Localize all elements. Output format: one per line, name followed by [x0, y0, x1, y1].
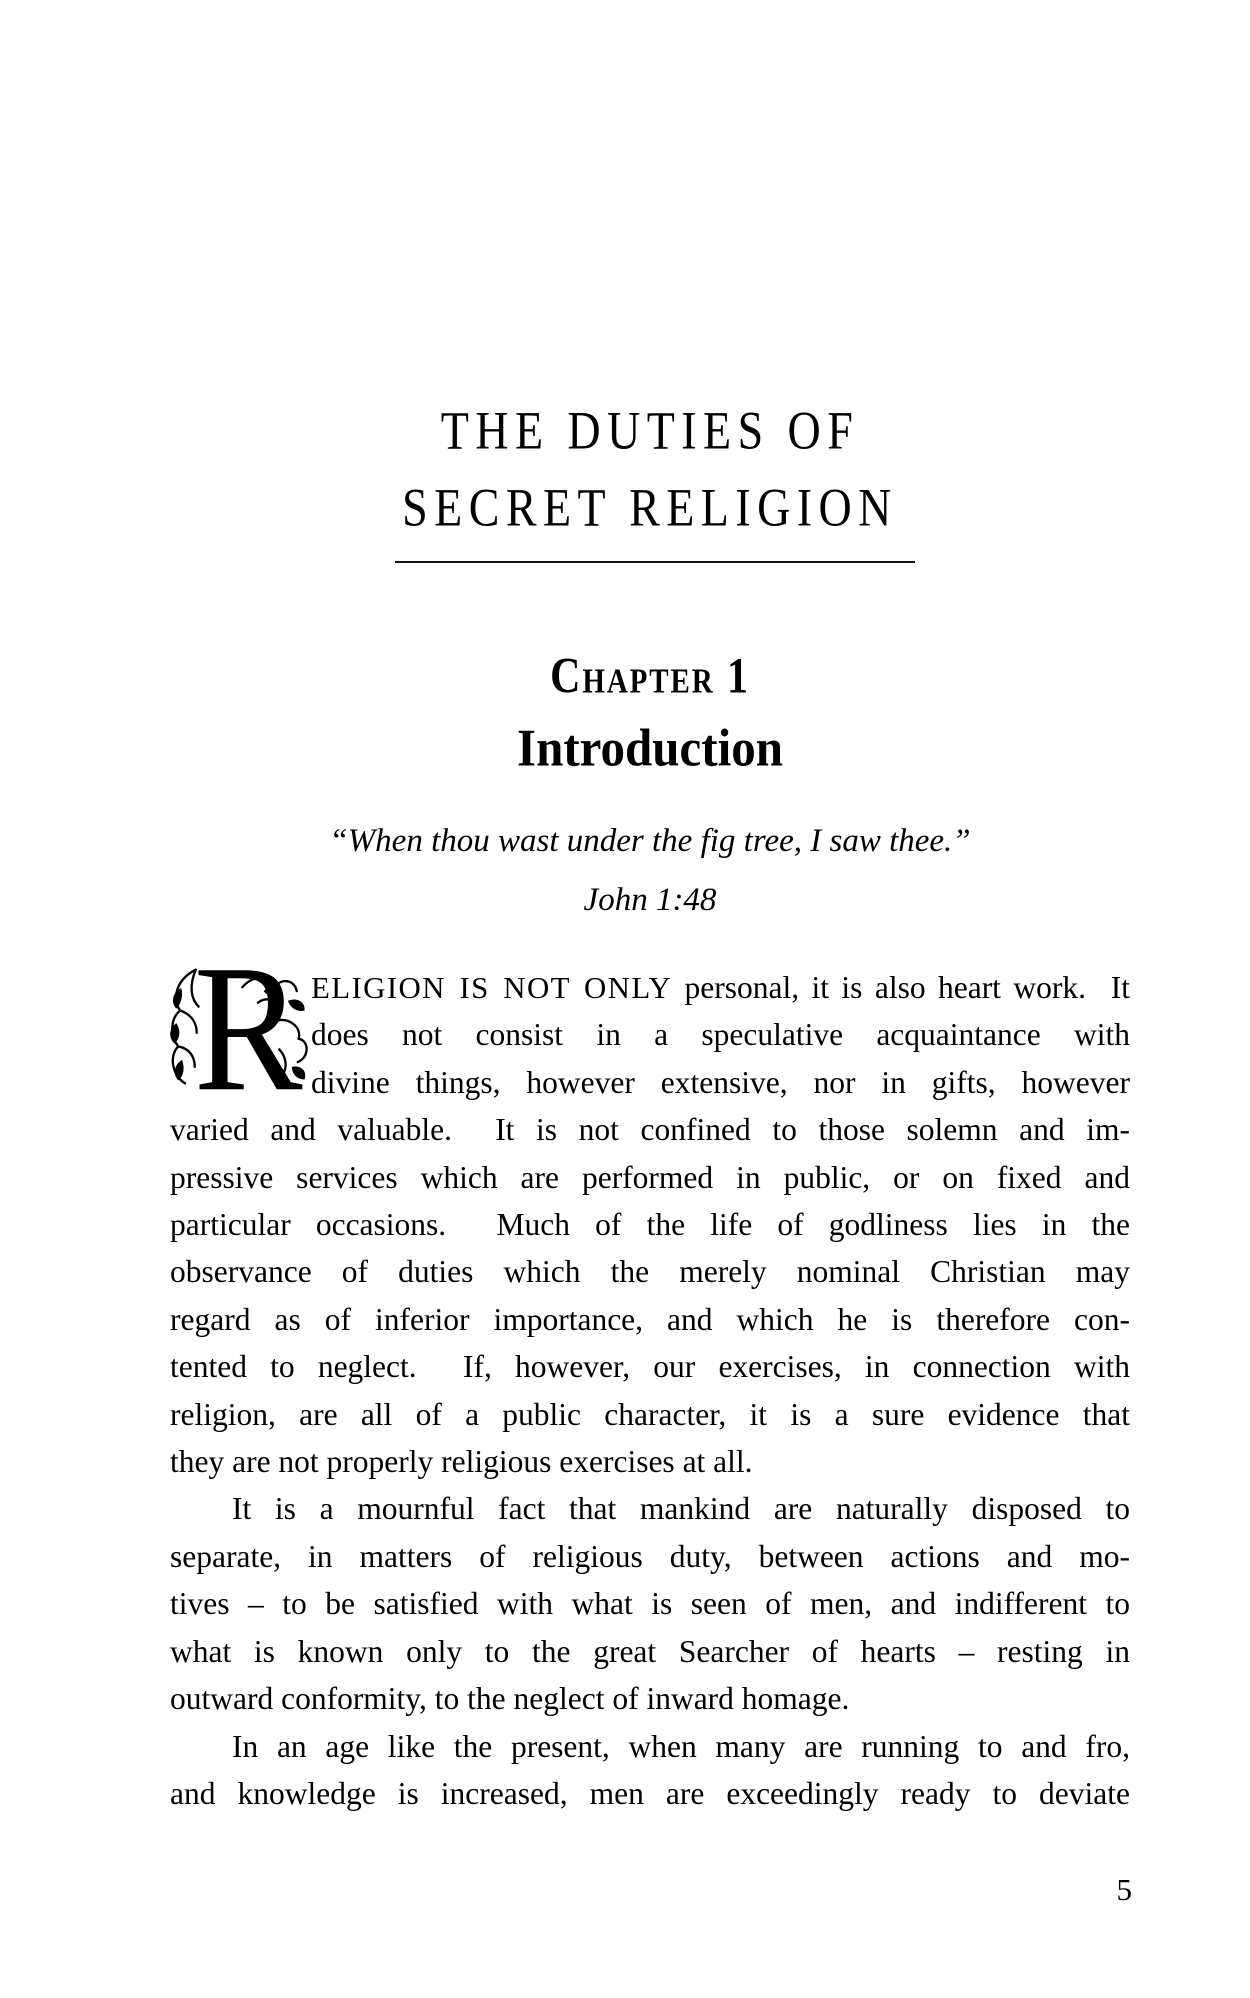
body-line: varied and valuable. It is not confined to those solemn and im-	[170, 1112, 1130, 1148]
drop-cap	[164, 960, 311, 1096]
epigraph-quote: “When thou wast under the fig tree, I saw thee.”	[329, 823, 971, 859]
body-line: separate, in matters of religious duty, between actions and mo-	[170, 1538, 1130, 1574]
body-line: regard as of inferior importance, and which he is therefore con-	[170, 1301, 1130, 1337]
drop-cap-letter: R	[193, 960, 303, 1096]
chapter-heading: Chapter 1	[550, 648, 750, 705]
body-line: what is known only to the great Searcher of hearts – resting in	[170, 1633, 1130, 1669]
body-line: divine things, however extensive, nor in gifts, however	[311, 1064, 1130, 1100]
epigraph	[170, 812, 1130, 930]
lead-small-caps: ELIGION IS NOT ONLY	[311, 970, 673, 1005]
body-line: they are not properly religious exercises at all.	[170, 1444, 753, 1480]
body-line: and knowledge is increased, men are exceedingly ready to deviate	[170, 1775, 1130, 1811]
body-line: In an age like the present, when many are running to and fro,	[232, 1728, 1130, 1764]
epigraph-source: John 1:48	[583, 882, 717, 918]
book-title-line2: SECRET RELIGION	[402, 476, 898, 538]
page-number: 5	[1116, 1872, 1132, 1907]
text-column	[170, 0, 1130, 1998]
book-title-line1: THE DUTIES OF	[440, 400, 860, 461]
body-line: religion, are all of a public character, it is a sure evidence that	[170, 1396, 1130, 1432]
body-line: It is a mournful fact that mankind are naturally disposed to	[232, 1491, 1130, 1527]
body-line: does not consist in a speculative acquaintance with	[311, 1017, 1130, 1053]
body-line: pressive services which are performed in public, or on fixed and	[170, 1159, 1130, 1195]
body-line: tented to neglect. If, however, our exercises, in connection with	[170, 1349, 1130, 1385]
drop-cap-ornament-icon	[164, 960, 311, 1096]
book-title	[170, 392, 1130, 545]
body-line: ELIGION IS NOT ONLY personal, it is also heart work. It	[311, 970, 1130, 1005]
title-divider-rule	[395, 561, 915, 563]
chapter-subheading: Introduction	[517, 718, 783, 778]
body-line: observance of duties which the merely nominal Christian may	[170, 1254, 1130, 1290]
body-text	[170, 960, 1130, 1817]
body-line: particular occasions. Much of the life of godliness lies in the	[170, 1207, 1130, 1243]
body-line: tives – to be satisfied with what is seen of men, and indifferent to	[170, 1586, 1130, 1622]
body-line: outward conformity, to the neglect of inward homage.	[170, 1681, 850, 1717]
